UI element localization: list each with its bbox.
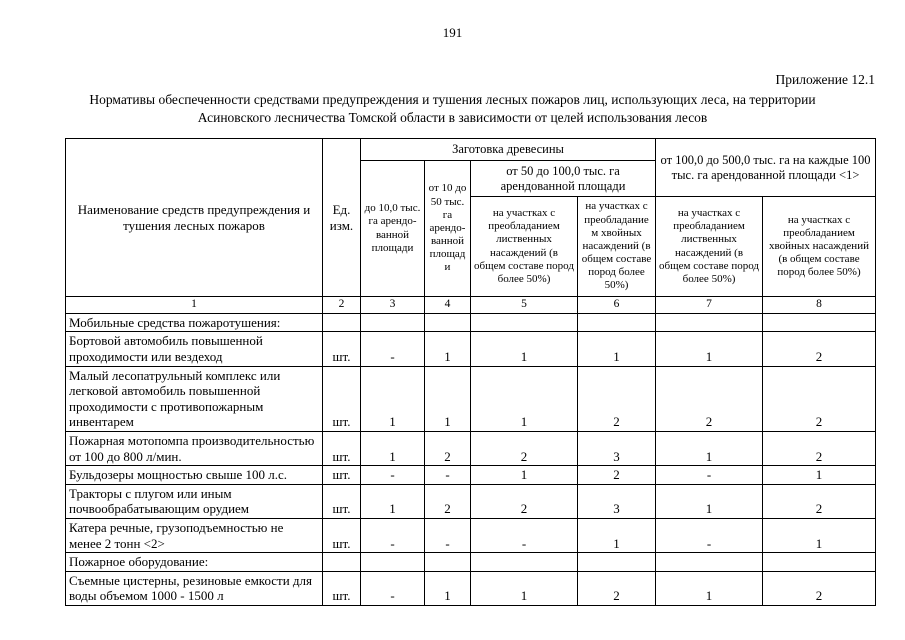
table-row bbox=[66, 431, 876, 465]
value-cell bbox=[656, 313, 763, 332]
value-cell: 2 bbox=[578, 466, 656, 485]
value-cell: 1 bbox=[471, 332, 578, 366]
header-col-10-50: от 10 до 50 тыс. га арендо-ванной площади bbox=[425, 161, 471, 297]
value-cell: - bbox=[361, 466, 425, 485]
value-cell bbox=[361, 553, 425, 572]
value-cell: - bbox=[425, 466, 471, 485]
unit-cell: шт. bbox=[323, 366, 361, 431]
value-cell: - bbox=[656, 518, 763, 552]
value-cell: 1 bbox=[471, 366, 578, 431]
name-cell: Пожарная мотопомпа производительностью от 100 до 800 л/мин. bbox=[66, 431, 323, 465]
value-cell bbox=[425, 313, 471, 332]
unit-cell: шт. bbox=[323, 518, 361, 552]
value-cell: 2 bbox=[656, 366, 763, 431]
value-cell bbox=[578, 553, 656, 572]
section-name-cell: Пожарное оборудование: bbox=[66, 553, 323, 572]
unit-cell bbox=[323, 553, 361, 572]
value-cell: 2 bbox=[471, 431, 578, 465]
value-cell: 1 bbox=[425, 366, 471, 431]
value-cell: - bbox=[361, 571, 425, 605]
value-cell: 1 bbox=[578, 518, 656, 552]
column-number-cell: 4 bbox=[425, 297, 471, 314]
value-cell: 2 bbox=[578, 366, 656, 431]
value-cell: 1 bbox=[361, 484, 425, 518]
section-row bbox=[66, 553, 876, 572]
value-cell: 2 bbox=[425, 484, 471, 518]
column-number-cell: 5 bbox=[471, 297, 578, 314]
header-col-upto-10: до 10,0 тыс. га арендо-ванной площади bbox=[361, 161, 425, 297]
section-name-cell: Мобильные средства пожаротушения: bbox=[66, 313, 323, 332]
name-cell: Съемные цистерны, резиновые емкости для воды объемом 1000 - 1500 л bbox=[66, 571, 323, 605]
header-group-100-500: от 100,0 до 500,0 тыс. га на каждые 100 тыс. га арендованной площади <1> bbox=[656, 139, 876, 197]
table-row bbox=[66, 484, 876, 518]
value-cell: 1 bbox=[361, 366, 425, 431]
header-sub-deciduous-50-100: на участках с преобладанием лиственных насаждений (в общем составе пород более 50%) bbox=[471, 197, 578, 297]
header-group-50-100: от 50 до 100,0 тыс. га арендованной площади bbox=[471, 161, 656, 197]
page-number: 191 bbox=[442, 25, 463, 40]
value-cell bbox=[425, 553, 471, 572]
column-number-cell: 2 bbox=[323, 297, 361, 314]
name-cell: Бортовой автомобиль повышенной проходимости или вездеход bbox=[66, 332, 323, 366]
value-cell: 1 bbox=[656, 332, 763, 366]
value-cell: 2 bbox=[578, 571, 656, 605]
value-cell bbox=[763, 553, 876, 572]
value-cell: 1 bbox=[656, 571, 763, 605]
header-group-timber-harvest: Заготовка древесины bbox=[361, 139, 656, 161]
value-cell: 2 bbox=[763, 366, 876, 431]
unit-cell bbox=[323, 313, 361, 332]
value-cell bbox=[578, 313, 656, 332]
value-cell: 2 bbox=[763, 484, 876, 518]
unit-cell: шт. bbox=[323, 484, 361, 518]
column-number-cell: 1 bbox=[66, 297, 323, 314]
value-cell: 1 bbox=[471, 571, 578, 605]
header-sub-coniferous-100-500: на участках с преобладанием хвойных насаждений (в общем составе пород более 50%) bbox=[763, 197, 876, 297]
value-cell: - bbox=[471, 518, 578, 552]
column-number-cell: 6 bbox=[578, 297, 656, 314]
header-sub-coniferous-50-100: на участках с преобладанием хвойных насаждений (в общем составе пород более 50%) bbox=[578, 197, 656, 297]
value-cell: 3 bbox=[578, 484, 656, 518]
header-name: Наименование средств предупреждения и тушения лесных пожаров bbox=[66, 139, 323, 297]
table-row bbox=[66, 518, 876, 552]
unit-cell: шт. bbox=[323, 332, 361, 366]
value-cell bbox=[763, 313, 876, 332]
table-row bbox=[66, 571, 876, 605]
name-cell: Малый лесопатрульный комплекс или легковой автомобиль повышенной проходимости с противопожарным инвентарем bbox=[66, 366, 323, 431]
name-cell: Катера речные, грузоподъемностью не менее 2 тонн <2> bbox=[66, 518, 323, 552]
header-sub-deciduous-100-500: на участках с преобладанием лиственных насаждений (в общем составе пород более 50%) bbox=[656, 197, 763, 297]
value-cell: 2 bbox=[763, 431, 876, 465]
table-row bbox=[66, 332, 876, 366]
value-cell bbox=[361, 313, 425, 332]
value-cell: 1 bbox=[471, 466, 578, 485]
header-row-1 bbox=[66, 139, 876, 161]
value-cell: 2 bbox=[471, 484, 578, 518]
name-cell: Тракторы с плугом или иным почвообрабатывающим орудием bbox=[66, 484, 323, 518]
value-cell bbox=[656, 553, 763, 572]
unit-cell: шт. bbox=[323, 431, 361, 465]
value-cell: 3 bbox=[578, 431, 656, 465]
document-title bbox=[30, 91, 875, 126]
value-cell: 1 bbox=[425, 332, 471, 366]
column-number-cell: 3 bbox=[361, 297, 425, 314]
title-line-2: Асиновского лесничества Томской области в зависимости от целей использования лесов bbox=[197, 109, 708, 125]
value-cell: 1 bbox=[425, 571, 471, 605]
value-cell: 1 bbox=[656, 484, 763, 518]
fire-equipment-standards-table bbox=[65, 138, 876, 606]
value-cell: - bbox=[361, 518, 425, 552]
value-cell: 1 bbox=[763, 466, 876, 485]
column-number-cell: 7 bbox=[656, 297, 763, 314]
value-cell: 2 bbox=[425, 431, 471, 465]
value-cell: 1 bbox=[578, 332, 656, 366]
value-cell bbox=[471, 553, 578, 572]
value-cell: 2 bbox=[763, 332, 876, 366]
value-cell: - bbox=[425, 518, 471, 552]
name-cell: Бульдозеры мощностью свыше 100 л.с. bbox=[66, 466, 323, 485]
value-cell: 1 bbox=[361, 431, 425, 465]
value-cell: - bbox=[361, 332, 425, 366]
appendix-label: Приложение 12.1 bbox=[775, 72, 875, 87]
table-row bbox=[66, 466, 876, 485]
header-unit: Ед. изм. bbox=[323, 139, 361, 297]
value-cell: 1 bbox=[763, 518, 876, 552]
value-cell: 1 bbox=[656, 431, 763, 465]
table-row bbox=[66, 366, 876, 431]
column-number-cell: 8 bbox=[763, 297, 876, 314]
value-cell: 2 bbox=[763, 571, 876, 605]
section-row bbox=[66, 313, 876, 332]
unit-cell: шт. bbox=[323, 571, 361, 605]
unit-cell: шт. bbox=[323, 466, 361, 485]
title-line-1: Нормативы обеспеченности средствами предупреждения и тушения лесных пожаров лиц, использующих леса, на территории bbox=[89, 92, 816, 107]
column-numbers-row bbox=[66, 297, 876, 314]
value-cell bbox=[471, 313, 578, 332]
value-cell: - bbox=[656, 466, 763, 485]
